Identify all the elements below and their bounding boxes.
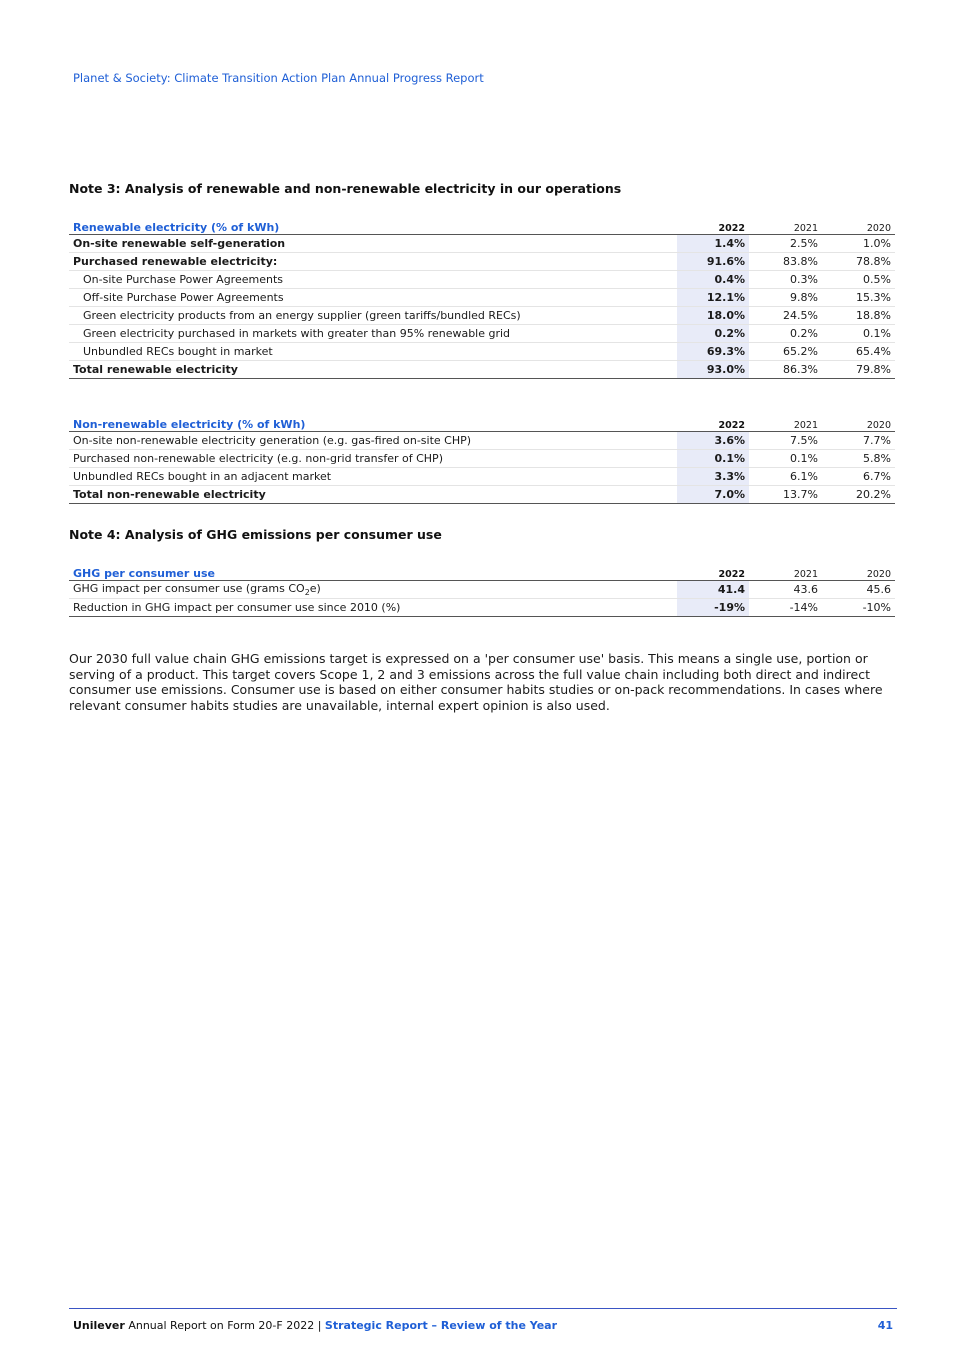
table-row — [69, 599, 895, 617]
row-label-text: e) — [309, 581, 321, 595]
total-label: Total non-renewable electricity — [69, 486, 677, 504]
note3-title: Note 3: Analysis of renewable and non-renewable electricity in our operations — [69, 181, 622, 196]
value-2020: 78.8% — [822, 253, 895, 271]
row-label-text: GHG impact per consumer use (grams CO — [73, 581, 305, 595]
row-label: Off-site Purchase Power Agreements — [69, 289, 677, 307]
value-2021: -14% — [749, 599, 822, 617]
row-label: Purchased renewable electricity: — [69, 253, 677, 271]
value-2021: 0.1% — [749, 450, 822, 468]
note4-title: Note 4: Analysis of GHG emissions per consumer use — [69, 527, 442, 542]
year-header: 2022 — [677, 563, 749, 581]
year-header: 2022 — [677, 217, 749, 235]
total-value-2020: 79.8% — [822, 361, 895, 379]
total-value-2021: 13.7% — [749, 486, 822, 504]
value-2022: 41.4 — [677, 581, 749, 599]
total-value-2020: 20.2% — [822, 486, 895, 504]
value-2022: 12.1% — [677, 289, 749, 307]
value-2020: 45.6 — [822, 581, 895, 599]
total-value-2022: 7.0% — [677, 486, 749, 504]
value-2020: 0.1% — [822, 325, 895, 343]
value-2020: 15.3% — [822, 289, 895, 307]
value-2022: 0.2% — [677, 325, 749, 343]
row-label: On-site renewable self-generation — [69, 235, 677, 253]
value-2021: 24.5% — [749, 307, 822, 325]
year-header: 2022 — [677, 414, 749, 432]
table-row — [69, 307, 895, 325]
value-2020: 65.4% — [822, 343, 895, 361]
value-2022: -19% — [677, 599, 749, 617]
value-2021: 2.5% — [749, 235, 822, 253]
ghg-table-header: GHG per consumer use — [69, 563, 677, 581]
year-header: 2020 — [822, 414, 895, 432]
table-row — [69, 289, 895, 307]
table-header-row — [69, 414, 895, 432]
value-2020: -10% — [822, 599, 895, 617]
renewable-table-header: Renewable electricity (% of kWh) — [69, 217, 677, 235]
subscript: 2 — [304, 588, 310, 598]
value-2021: 65.2% — [749, 343, 822, 361]
table-row — [69, 343, 895, 361]
total-value-2022: 93.0% — [677, 361, 749, 379]
year-header: 2021 — [749, 217, 822, 235]
value-2020: 1.0% — [822, 235, 895, 253]
row-label: Green electricity products from an energy supplier (green tariffs/bundled RECs) — [69, 307, 677, 325]
renewable-electricity-table — [69, 217, 895, 379]
ghg-per-consumer-use-table — [69, 563, 895, 617]
table-row — [69, 235, 895, 253]
value-2020: 5.8% — [822, 450, 895, 468]
value-2021: 43.6 — [749, 581, 822, 599]
table-row — [69, 468, 895, 486]
table-row — [69, 432, 895, 450]
value-2021: 7.5% — [749, 432, 822, 450]
row-label: On-site Purchase Power Agreements — [69, 271, 677, 289]
value-2020: 18.8% — [822, 307, 895, 325]
row-label: Unbundled RECs bought in market — [69, 343, 677, 361]
value-2022: 18.0% — [677, 307, 749, 325]
value-2021: 0.2% — [749, 325, 822, 343]
row-label: Green electricity purchased in markets with greater than 95% renewable grid — [69, 325, 677, 343]
page-header: Planet & Society: Climate Transition Action Plan Annual Progress Report — [73, 71, 484, 85]
table-row — [69, 450, 895, 468]
value-2020: 7.7% — [822, 432, 895, 450]
value-2021: 9.8% — [749, 289, 822, 307]
footer-report: Annual Report on Form 20-F 2022 | — [124, 1319, 325, 1332]
total-value-2021: 86.3% — [749, 361, 822, 379]
row-label: On-site non-renewable electricity generation (e.g. gas-fired on-site CHP) — [69, 432, 677, 450]
value-2022: 91.6% — [677, 253, 749, 271]
table-row — [69, 325, 895, 343]
value-2021: 0.3% — [749, 271, 822, 289]
value-2022: 0.1% — [677, 450, 749, 468]
year-header: 2021 — [749, 563, 822, 581]
footer-section-link[interactable]: Strategic Report – Review of the Year — [324, 1319, 558, 1332]
table-header-row — [69, 563, 895, 581]
table-row — [69, 581, 895, 599]
nonrenewable-table-header: Non-renewable electricity (% of kWh) — [69, 414, 677, 432]
total-row — [69, 486, 895, 504]
table-row — [69, 271, 895, 289]
value-2021: 6.1% — [749, 468, 822, 486]
row-label: Purchased non-renewable electricity (e.g. non-grid transfer of CHP) — [69, 450, 677, 468]
value-2021: 83.8% — [749, 253, 822, 271]
row-label — [69, 581, 677, 599]
page-number: 41 — [877, 1319, 893, 1332]
value-2020: 6.7% — [822, 468, 895, 486]
footer-brand: Unilever — [73, 1319, 125, 1332]
footer-divider — [69, 1308, 897, 1309]
row-label: Reduction in GHG impact per consumer use since 2010 (%) — [69, 599, 677, 617]
total-label: Total renewable electricity — [69, 361, 677, 379]
year-header: 2020 — [822, 217, 895, 235]
value-2020: 0.5% — [822, 271, 895, 289]
nonrenewable-electricity-table — [69, 414, 895, 504]
total-row — [69, 361, 895, 379]
value-2022: 69.3% — [677, 343, 749, 361]
value-2022: 1.4% — [677, 235, 749, 253]
value-2022: 3.3% — [677, 468, 749, 486]
value-2022: 3.6% — [677, 432, 749, 450]
year-header: 2020 — [822, 563, 895, 581]
year-header: 2021 — [749, 414, 822, 432]
row-label: Unbundled RECs bought in an adjacent market — [69, 468, 677, 486]
footer — [73, 1319, 557, 1332]
explanatory-paragraph: Our 2030 full value chain GHG emissions target is expressed on a 'per consumer use' basis. This means a single use, portion or serving of a product. This target covers Scope 1, 2 and 3 emissions across the full value chain including both direct and indirect consumer use emissions. Consumer use is based on either consumer habits studies or on-pack recommendations. In cases where relevant consumer habits studies are unavailable, internal expert opinion is also used. — [69, 651, 883, 713]
table-header-row — [69, 217, 895, 235]
value-2022: 0.4% — [677, 271, 749, 289]
table-row — [69, 253, 895, 271]
